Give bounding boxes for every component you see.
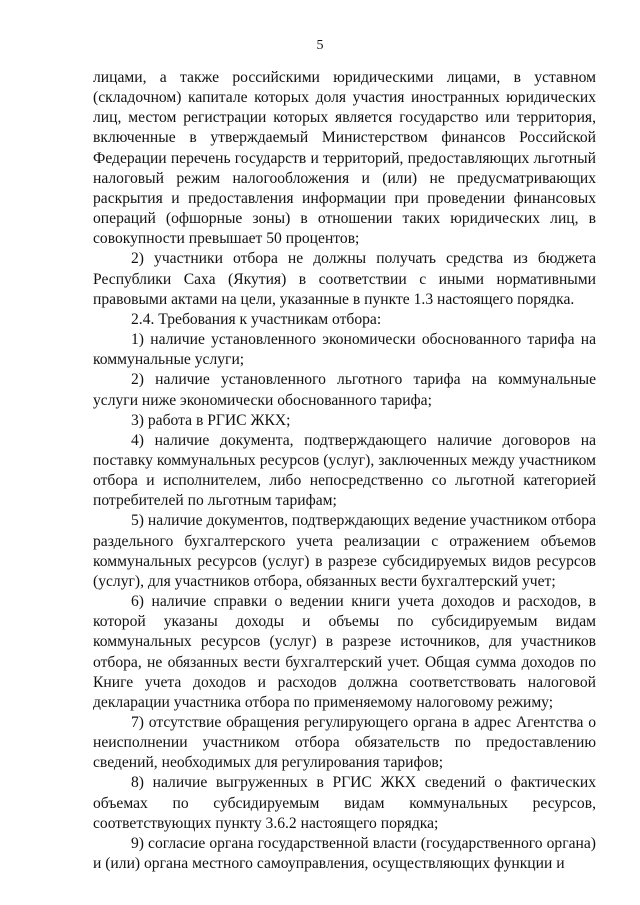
- paragraph: 2) наличие установленного льготного тарифа на коммунальные услуги ниже экономически обоснованного тарифа;: [93, 371, 596, 409]
- paragraph: 9) согласие органа государственной власти (государственного органа) и (или) органа местного самоуправления, осуществляющих функции и: [93, 834, 596, 873]
- paragraph: 3) работа в РГИС ЖКХ;: [131, 411, 291, 429]
- paragraph: 2) участники отбора не должны получать средства из бюджета Республики Саха (Якутия) в соответствии с иными нормативными правовыми актами на цели, указанные в пункте 1.3 настоящего порядка.: [93, 250, 596, 308]
- document-body: [93, 68, 596, 874]
- paragraph: 8) наличие выгруженных в РГИС ЖКХ сведений о фактических объемах по субсидируемым видам коммунальных ресурсов, соответствующих пункту 3.6.2 настоящего порядка;: [93, 774, 596, 832]
- paragraph: лицами, а также российскими юридическими лицами, в уставном (складочном) капитале которых доля участия иностранных юридических лиц, местом регистрации которых является государство или территория, включенные в утверждаемый Министерством финансов Российской Федерации перечень государств и территорий, предоставляющих льготный налоговый режим налогообложения и (или) не предусматривающих раскрытия и предоставления информации при проведении финансовых операций (офшорные зоны) в отношении таких юридических лиц, в совокупности превышает 50 процентов;: [93, 69, 596, 248]
- paragraph: 4) наличие документа, подтверждающего наличие договоров на поставку коммунальных ресурсов (услуг), заключенных между участником отбора и исполнителем, либо непосредственно со льготной категорией потребителей по льготным тарифам;: [93, 431, 596, 510]
- paragraph: 5) наличие документов, подтверждающих ведение участником отбора раздельного бухгалтерского учета реализации с отражением объемов коммунальных ресурсов (услуг) в разрезе субсидируемых видов ресурсов (услуг), для участников отбора, обязанных вести бухгалтерский учет;: [93, 512, 596, 590]
- page-number: 5: [316, 38, 324, 53]
- paragraph: 1) наличие установленного экономически обоснованного тарифа на коммунальные услуги;: [93, 331, 596, 369]
- paragraph: 7) отсутствие обращения регулирующего органа в адрес Агентства о неисполнении участником отбора обязательств по предоставлению сведений, необходимых для регулирования тарифов;: [93, 714, 596, 772]
- paragraph: 2.4. Требования к участникам отбора:: [131, 310, 382, 328]
- paragraph: 6) наличие справки о ведении книги учета доходов и расходов, в которой указаны доходы и объемы по субсидируемым видам коммунальных ресурсов (услуг) в разрезе источников, для участников отбора, не обязанных вести бухгалтерский учет. Общая сумма доходов по Книге учета доходов и расходов должна соответствовать налоговой декларации участника отбора по применяемому налоговому режиму;: [93, 593, 596, 711]
